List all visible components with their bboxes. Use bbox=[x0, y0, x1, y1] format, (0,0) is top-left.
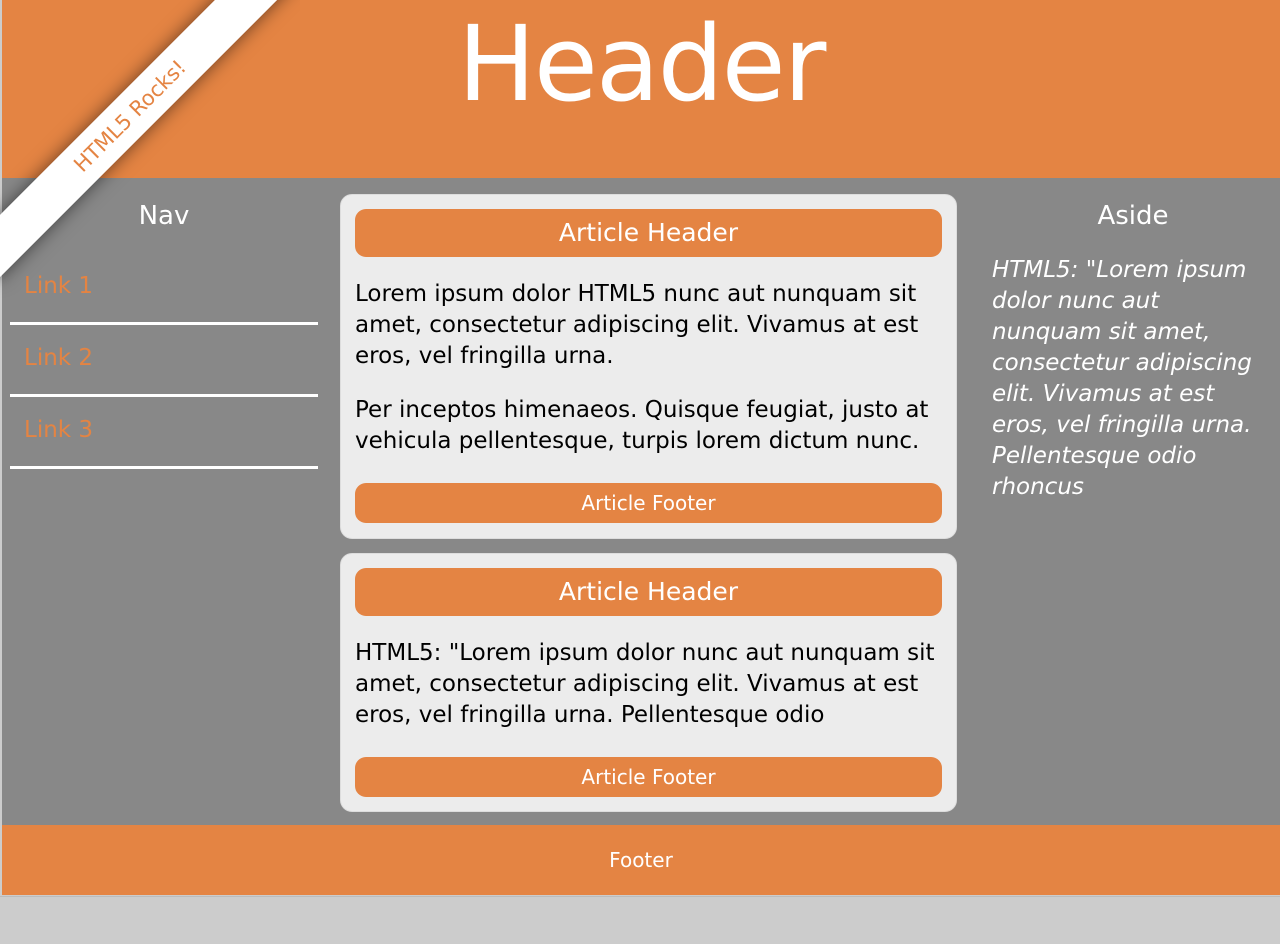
article-body bbox=[355, 279, 935, 480]
nav-list bbox=[10, 253, 318, 469]
nav-link-1[interactable]: Link 1 bbox=[24, 273, 94, 299]
articles-section bbox=[340, 194, 956, 826]
article-body bbox=[355, 638, 935, 754]
article-paragraph: HTML5: "Lorem ipsum dolor nunc aut nunquam sit amet, consectetur adipiscing elit. Vivamus at est eros, vel fringilla urna. Pellentesque odio bbox=[355, 640, 935, 728]
article-paragraph: Per inceptos himenaeos. Quisque feugiat, justo at vehicula pellentesque, turpis lorem dictum nunc. bbox=[355, 397, 929, 454]
html5-rocks-ribbon: HTML5 Rocks! bbox=[0, 0, 294, 280]
aside-title: Aside bbox=[1097, 201, 1169, 231]
site-header bbox=[2, 0, 1280, 178]
article-footer: Article Footer bbox=[355, 483, 942, 523]
bottom-strip bbox=[0, 896, 1280, 944]
nav-title: Nav bbox=[138, 201, 190, 231]
article-footer: Article Footer bbox=[355, 757, 942, 797]
nav-link-2[interactable]: Link 2 bbox=[24, 345, 94, 371]
nav-item bbox=[10, 325, 318, 397]
page bbox=[2, 0, 1280, 896]
article-2 bbox=[340, 553, 957, 812]
nav-item bbox=[10, 397, 318, 469]
article-1 bbox=[340, 194, 957, 539]
nav-item bbox=[10, 253, 318, 325]
main-area bbox=[2, 178, 1280, 825]
header-title: Header bbox=[457, 3, 825, 125]
article-header: Article Header bbox=[355, 568, 942, 616]
nav-link-3[interactable]: Link 3 bbox=[24, 417, 94, 443]
article-header: Article Header bbox=[355, 209, 942, 257]
article-paragraph: Lorem ipsum dolor HTML5 nunc aut nunquam sit amet, consectetur adipiscing elit. Vivamus at est eros, vel fringilla urna. bbox=[355, 281, 919, 369]
site-footer: Footer bbox=[2, 825, 1280, 895]
aside-text: HTML5: "Lorem ipsum dolor nunc aut nunquam sit amet, consectetur adipiscing elit. Vivamus at est eros, vel fringilla urna. Pellentesque odio rhoncus bbox=[992, 257, 1252, 500]
